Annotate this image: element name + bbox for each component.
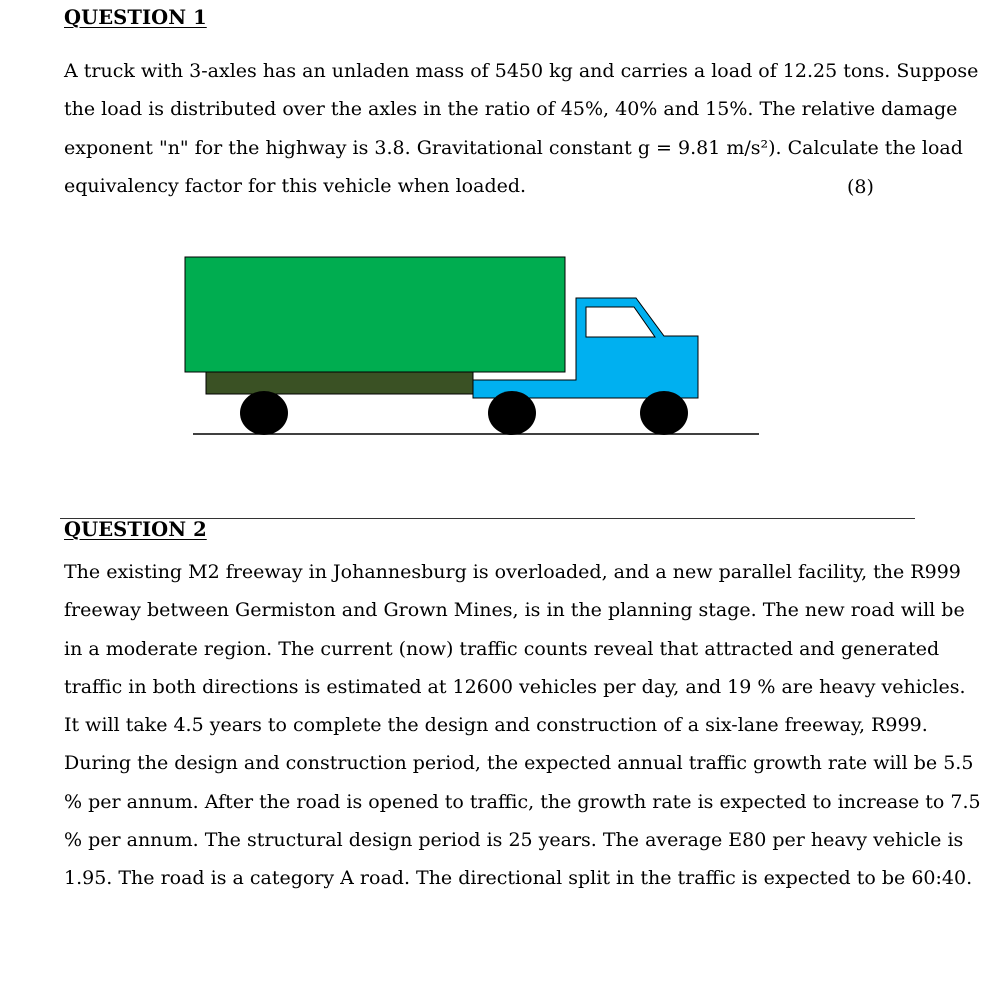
question-2-line: freeway between Germiston and Grown Mines, is in the planning stage. The new road will be [64,599,965,622]
question-1-line: equivalency factor for this vehicle when loaded. [64,174,527,197]
question-2-heading: QUESTION 2 [64,518,207,541]
question-2-line: traffic in both directions is estimated at 12600 vehicles per day, and 19 % are heavy vehicles. [64,675,966,698]
question-2-line: It will take 4.5 years to complete the design and construction of a six-lane freeway, R999. [64,714,928,737]
question-2-line: % per annum. The structural design period is 25 years. The average E80 per heavy vehicle is [64,829,964,852]
question-2-line: The existing M2 freeway in Johannesburg is overloaded, and a new parallel facility, the R999 [64,561,961,583]
question-1-line: the load is distributed over the axles in the ratio of 45%, 40% and 15%. The relative damage [64,98,958,121]
question-2-line: During the design and construction period, the expected annual traffic growth rate will be 5.5 [64,752,974,775]
question-1-heading: QUESTION 1 [64,6,207,29]
trailer-bed [206,372,473,394]
question-2-text [64,553,981,898]
question-2-line: % per annum. After the road is opened to traffic, the growth rate is expected to increase to 7.5 [64,790,981,813]
cargo-box [185,257,565,372]
question-1-marks: (8) [847,176,874,198]
middle-wheel [488,391,536,435]
question-2-line: in a moderate region. The current (now) traffic counts reveal that attracted and generated [64,637,940,660]
question-1-line: exponent "n" for the highway is 3.8. Gravitational constant g = 9.81 m/s²). Calculate the load [64,136,963,159]
front-wheel [640,391,688,435]
question-1-line: A truck with 3-axles has an unladen mass of 5450 kg and carries a load of 12.25 tons. Suppose [64,60,979,82]
question-2-line: 1.95. The road is a category A road. The directional split in the traffic is expected to be 60:40. [64,867,973,890]
rear-wheel [240,391,288,435]
